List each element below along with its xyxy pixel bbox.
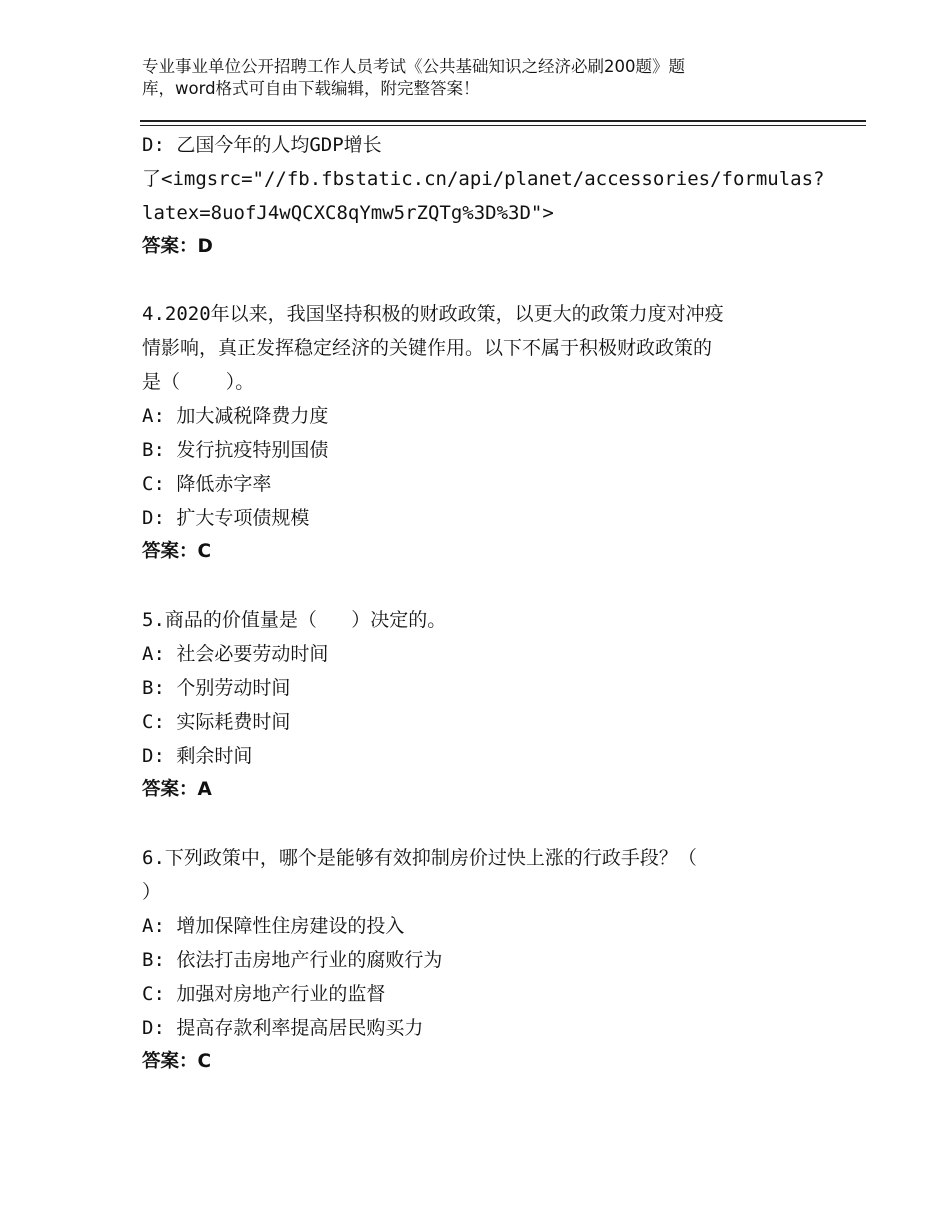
q4-stem-line1: 4.2020年以来，我国坚持积极的财政政策，以更大的政策力度对冲疫 [142,303,724,325]
q6-stem-line1: 6.下列政策中，哪个是能够有效抑制房价过快上涨的行政手段？（ [142,847,697,869]
q4-option-c: C: 降低赤字率 [142,473,272,495]
q4-answer: 答案：C [142,541,212,562]
q3-answer: 答案：D [142,236,213,257]
q3-option-d-line1: D: 乙国今年的人均GDP增长 [142,134,382,156]
header-title-line2: 库，word格式可自由下载编辑，附完整答案！ [142,79,480,98]
q4-option-a: A: 加大减税降费力度 [142,405,329,427]
q4-stem-line3: 是（ ）。 [142,371,255,393]
header-rule-thin [140,125,866,126]
q4-stem-line2: 情影响，真正发挥稳定经济的关键作用。以下不属于积极财政政策的 [142,337,713,359]
document-header [142,56,802,100]
q6-stem-line2: ） [142,881,162,903]
header-rule-thick [140,120,866,122]
spacer [142,264,822,297]
q4-option-b: B: 发行抗疫特别国债 [142,439,329,461]
q4-option-d: D: 扩大专项债规模 [142,507,310,529]
q5-stem-line1: 5.商品的价值量是（ ）决定的。 [142,609,447,631]
q6-option-a: A: 增加保障性住房建设的投入 [142,915,405,937]
q6-answer: 答案：C [142,1051,212,1072]
q6-option-b: B: 依法打击房地产行业的腐败行为 [142,949,443,971]
q6-option-d: D: 提高存款利率提高居民购买力 [142,1017,424,1039]
q3-option-d-line2: 了<imgsrc="//fb.fbstatic.cn/api/planet/accessories/formulas? [142,168,825,190]
q5-option-b: B: 个别劳动时间 [142,677,291,699]
spacer [142,569,822,603]
q5-option-d: D: 剩余时间 [142,745,253,767]
document-body [142,128,825,1079]
q5-option-a: A: 社会必要劳动时间 [142,643,329,665]
q3-option-d-line3: latex=8uofJ4wQCXC8qYmw5rZQTg%3D%3D"> [142,202,554,224]
spacer [142,807,822,841]
q6-option-c: C: 加强对房地产行业的监督 [142,983,386,1005]
q5-option-c: C: 实际耗费时间 [142,711,291,733]
q5-answer: 答案：A [142,779,212,800]
header-title-line1: 专业事业单位公开招聘工作人员考试《公共基础知识之经济必刷200题》题 [142,57,685,76]
